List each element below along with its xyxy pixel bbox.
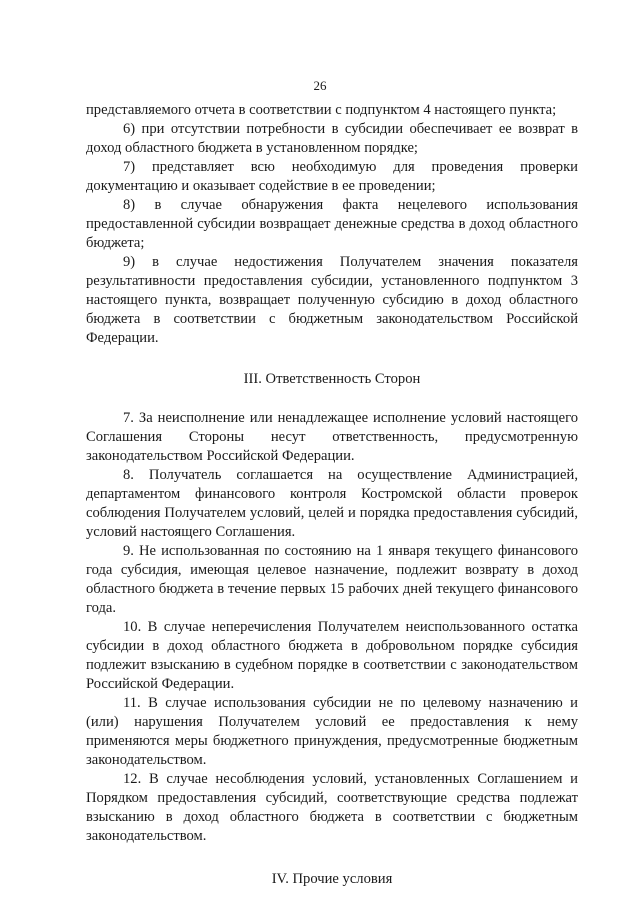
section-heading-responsibility: III. Ответственность Сторон bbox=[243, 371, 421, 387]
paragraph-clause-7: 7. За неисполнение или ненадлежащее исполнение условий настоящего Соглашения Стороны несут ответственность, предусмотренную законодательством Российской Федерации. bbox=[86, 410, 578, 464]
page-number: 26 bbox=[313, 78, 327, 93]
paragraph-continuation: представляемого отчета в соответствии с подпунктом 4 настоящего пункта; bbox=[86, 102, 557, 118]
paragraph-clause-8: 8. Получатель соглашается на осуществление Администрацией, департаментом финансового контроля Костромской области проверок соблюдения Получателем условий, целей и порядка предоставления субсидий, условий настоящего Соглашения. bbox=[86, 467, 578, 540]
section-heading-other-conditions: IV. Прочие условия bbox=[271, 871, 393, 887]
paragraph-clause-12: 12. В случае несоблюдения условий, установленных Соглашением и Порядком предоставления субсидий, соответствующие средства подлежат взысканию в доход областного бюджета в соответствии с бюджетным законодательством. bbox=[86, 771, 578, 844]
paragraph-item-6: 6) при отсутствии потребности в субсидии обеспечивает ее возврат в доход областного бюджета в установленном порядке; bbox=[86, 121, 578, 156]
paragraph-clause-11: 11. В случае использования субсидии не по целевому назначению и (или) нарушения Получателем условий ее предоставления к нему применяются меры бюджетного принуждения, предусмотренные бюджетным законодательством. bbox=[86, 695, 578, 768]
paragraph-item-8: 8) в случае обнаружения факта нецелевого использования предоставленной субсидии возвращает денежные средства в доход областного бюджета; bbox=[86, 197, 578, 251]
paragraph-item-7: 7) представляет всю необходимую для проведения проверки документацию и оказывает содействие в ее проведении; bbox=[86, 159, 578, 194]
paragraph-clause-10: 10. В случае неперечисления Получателем неиспользованного остатка субсидии в доход областного бюджета в добровольном порядке субсидия подлежит взысканию в судебном порядке в соответствии с законодательством Российской Федерации. bbox=[86, 619, 578, 692]
paragraph-item-9: 9) в случае недостижения Получателем значения показателя результативности предоставления субсидии, установленного подпунктом 3 настоящего пункта, возвращает полученную субсидию в доход областного бюджета в соответствии с бюджетным законодательством Российской Федерации. bbox=[86, 254, 578, 346]
document-body bbox=[86, 101, 578, 889]
paragraph-clause-9: 9. Не использованная по состоянию на 1 января текущего финансового года субсидия, имеющая целевое назначение, подлежит возврату в доход областного бюджета в течение первых 15 рабочих дней текущего финансового года. bbox=[86, 543, 578, 616]
